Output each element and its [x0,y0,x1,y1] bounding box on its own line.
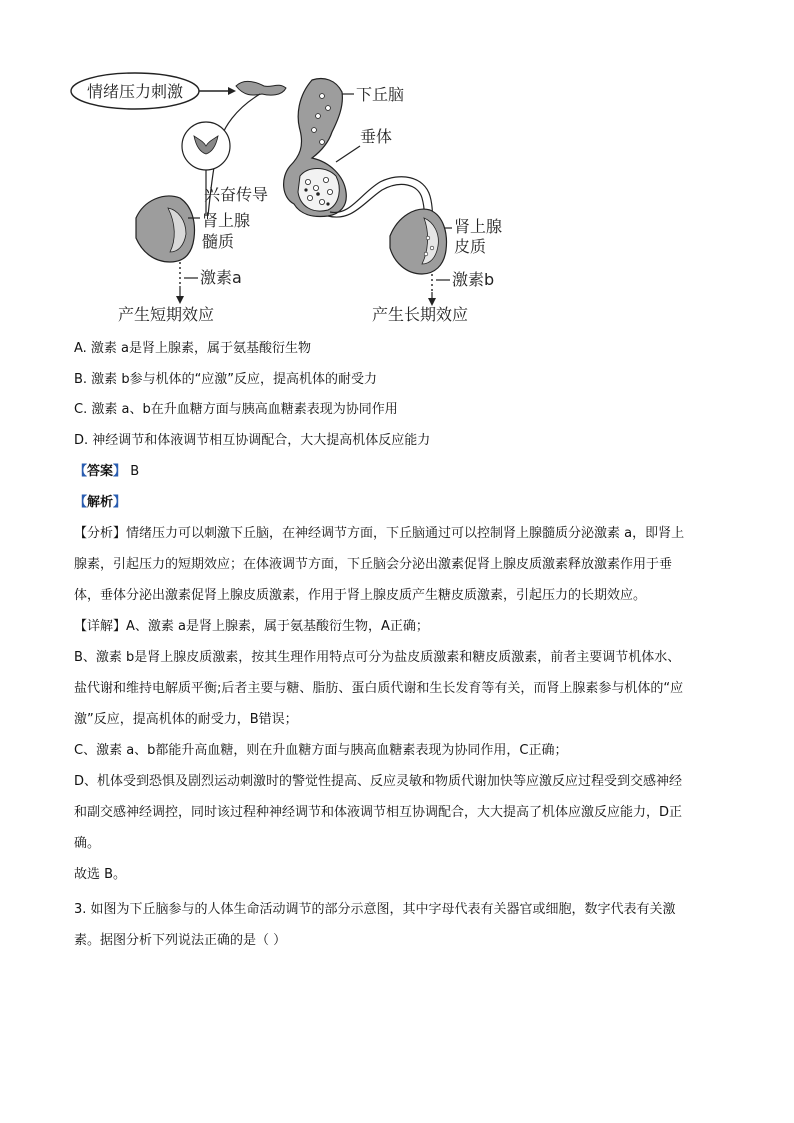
analysis-heading [74,493,724,513]
analysis-line: 故选 B。 [74,867,127,882]
answer-bracket-close: 】 [113,464,127,479]
analysis-line: D、机体受到恐惧及剧烈运动刺激时的警觉性提高、反应灵敏和物质代谢加快等应激反应过程受到交感神经 [74,774,683,789]
medulla-label-line1: 肾上腺 [202,211,251,230]
stimulus-label: 情绪压力刺激 [86,82,184,101]
analysis-line: 【详解】A、激素 a是肾上腺素，属于氨基酸衍生物，A正确； [74,619,429,634]
cortex-nerve-shape [236,81,286,95]
option-a: A. 激素 a是肾上腺素，属于氨基酸衍生物 [74,341,312,356]
pituitary-label: 垂体 [360,127,393,146]
hormone-a-label: 激素a [200,268,242,287]
answer-line [74,462,724,482]
question-3-line: 素。据图分析下列说法正确的是（ ） [74,933,287,948]
analysis-line: 和副交感神经调控，同时该过程种神经调节和体液调节相互协调配合，大大提高了机体应激反应能力，D正 [74,805,683,820]
analysis-line: 腺素，引起压力的短期效应；在体液调节方面，下丘脑会分泌出激素促肾上腺皮质激素释放激素作用于垂 [74,557,673,572]
analysis-line: 体，垂体分泌出激素促肾上腺皮质激素，作用于肾上腺皮质产生糖皮质激素，引起压力的长期效应。 [74,588,647,603]
cortex-label-line1: 肾上腺 [454,217,503,236]
analysis-line: C、激素 a、b都能升高血糖，则在升血糖方面与胰高血糖素表现为协同作用，C正确； [74,743,568,758]
hypothalamus-label: 下丘脑 [356,85,405,104]
long-effect-label: 产生长期效应 [372,305,469,324]
analysis-label: 解析 [87,495,114,510]
answer-label: 答案 [87,464,114,479]
cortex-label-line2: 皮质 [454,237,487,256]
analysis-bracket-open: 【 [74,495,88,510]
option-d: D. 神经调节和体液调节相互协调配合，大大提高机体反应能力 [74,433,431,448]
answer-bracket-open: 【 [74,464,88,479]
conduction-label: 兴奋传导 [204,185,269,204]
question-3-line: 3. 如图为下丘脑参与的人体生命活动调节的部分示意图，其中字母代表有关器官或细胞，数字代表有关激 [74,902,676,917]
medulla-label-line2: 髓质 [202,232,235,251]
analysis-bracket-close: 】 [113,495,127,510]
analysis-body [74,518,724,890]
answer-value: B [130,464,140,479]
hormone-b-label: 激素b [452,270,495,289]
short-effect-label: 产生短期效应 [118,305,215,324]
analysis-line: B、激素 b是肾上腺皮质激素，按其生理作用特点可分为盐皮质激素和糖皮质激素，前者主要调节机体水、 [74,650,681,665]
analysis-line: 激”反应，提高机体的耐受力，B错误； [74,712,298,727]
analysis-line: 盐代谢和维持电解质平衡;后者主要与糖、脂肪、蛋白质代谢和生长发育等有关，而肾上腺素参与机体的“应 [74,681,684,696]
hormone-regulation-diagram [60,66,530,328]
analysis-line: 确。 [74,836,101,851]
option-b: B. 激素 b参与机体的“应激”反应，提高机体的耐受力 [74,372,378,387]
analysis-line: 【分析】情绪压力可以刺激下丘脑，在神经调节方面，下丘脑通过可以控制肾上腺髓质分泌激素 a，即肾上 [74,526,685,541]
question-3 [74,894,724,956]
option-c: C. 激素 a、b在升血糖方面与胰高血糖素表现为协同作用 [74,402,398,417]
